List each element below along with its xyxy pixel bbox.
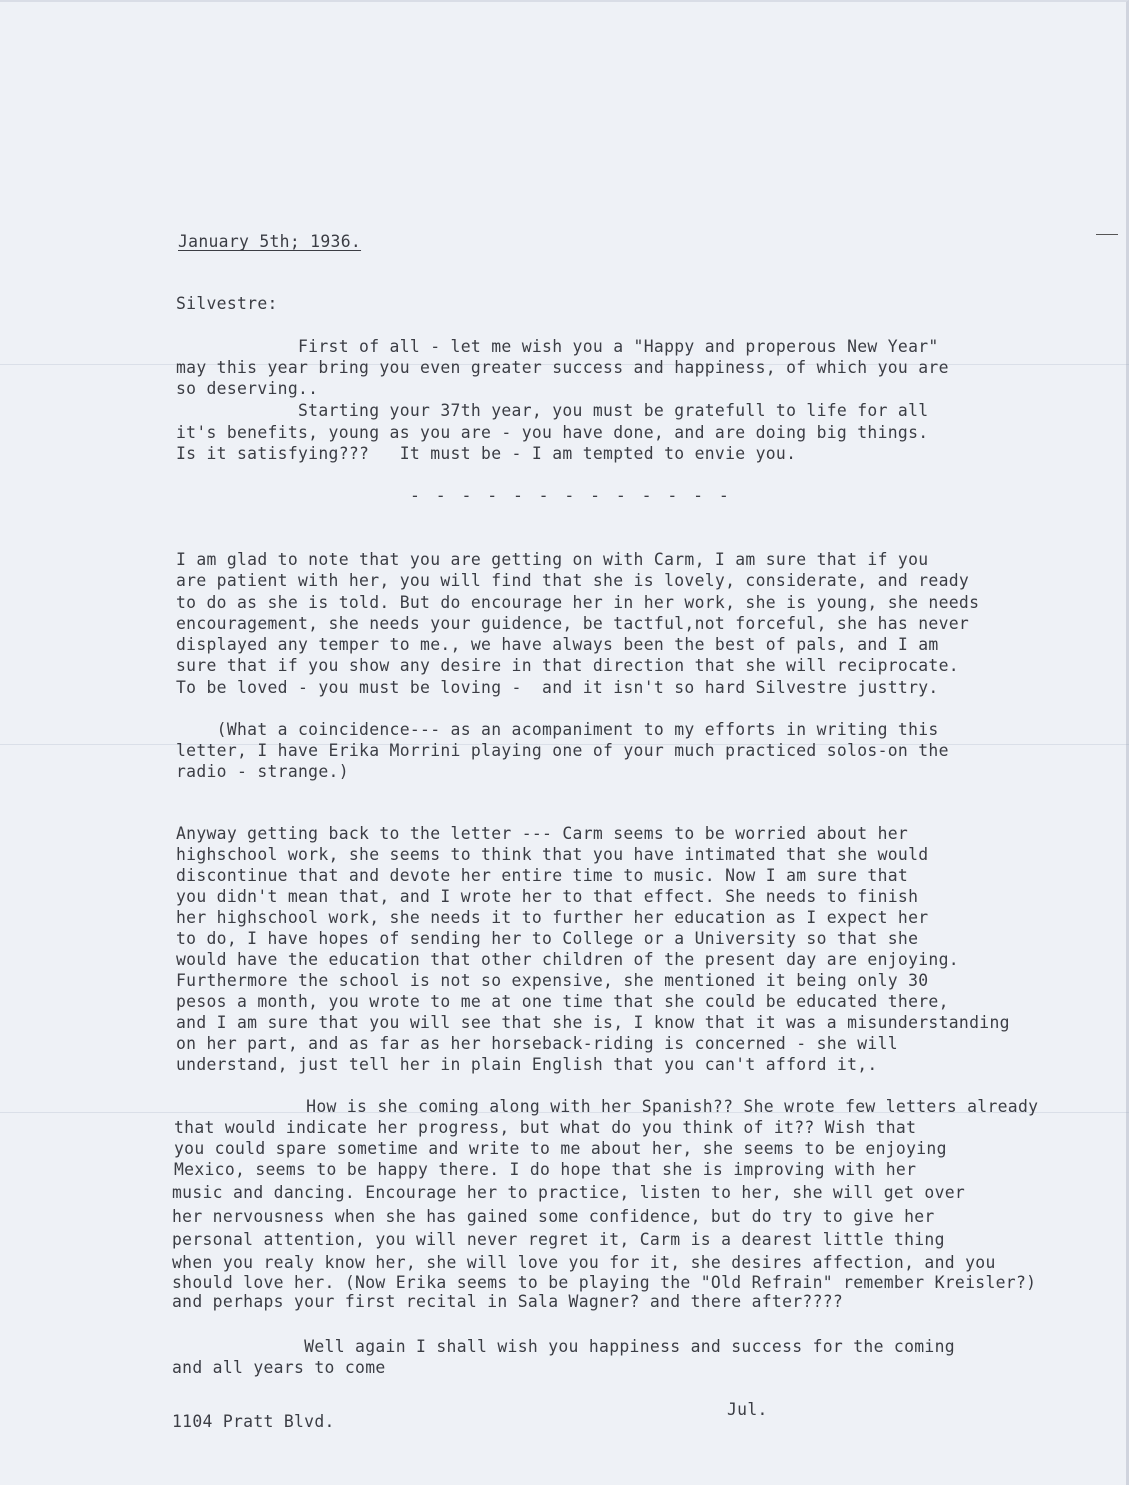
text-line: are patient with her, you will find that she is lovely, considerate, and ready <box>176 571 970 590</box>
text-line: so deserving.. <box>176 379 319 398</box>
text-line: and I am sure that you will see that she is, I know that it was a misunderstanding <box>176 1013 1010 1032</box>
text-line: Anyway getting back to the letter --- Carm seems to be worried about her <box>176 824 909 843</box>
text-line: I am glad to note that you are getting on with Carm, I am sure that if you <box>176 550 929 569</box>
text-line: on her part, and as far as her horseback-riding is concerned - she will <box>176 1034 898 1053</box>
text-line: Furthermore the school is not so expensive, she mentioned it being only 30 <box>176 971 929 990</box>
text-line: (What a coincidence--- as an acompaniment to my efforts in writing this <box>176 720 939 739</box>
letter-date: January 5th; 1936. <box>178 232 362 251</box>
text-line: her highschool work, she needs it to further her education as I expect her <box>176 908 929 927</box>
text-line: How is she coming along with her Spanish?? She wrote few letters already <box>174 1097 1039 1116</box>
text-line: and all years to come <box>172 1358 386 1377</box>
text-line: would have the education that other children of the present day are enjoying. <box>176 950 959 969</box>
text-line: when you realy know her, she will love you for it, she desires affection, and you <box>172 1253 996 1272</box>
section-divider: - - - - - - - - - - - - - <box>410 486 732 505</box>
text-line: encouragement, she needs your guidence, be tactful,not forceful, she has never <box>176 614 970 633</box>
text-line: sure that if you show any desire in that direction that she will reciprocate. <box>176 656 959 675</box>
text-line: radio - strange.) <box>176 762 349 781</box>
text-line: letter, I have Erika Morrini playing one of your much practiced solos-on the <box>176 741 949 760</box>
text-line: to do as she is told. But do encourage her in her work, she is young, she needs <box>176 593 980 612</box>
text-line: pesos a month, you wrote to me at one time that she could be educated there, <box>176 992 949 1011</box>
text-line: First of all - let me wish you a "Happy and properous New Year" <box>176 337 939 356</box>
text-line: you could spare sometime and write to me about her, she seems to be enjoying <box>174 1139 947 1158</box>
text-line: To be loved - you must be loving - and it isn't so hard Silvestre justtry. <box>176 678 939 697</box>
text-line: personal attention, you will never regret it, Carm is a dearest little thing <box>172 1230 945 1249</box>
text-line: Mexico, seems to be happy there. I do hope that she is improving with her <box>174 1160 917 1179</box>
text-line: and perhaps your first recital in Sala Wagner? and there after???? <box>172 1292 844 1311</box>
text-line: understand, just tell her in plain English that you can't afford it,. <box>176 1055 878 1074</box>
text-line: may this year bring you even greater success and happiness, of which you are <box>176 358 949 377</box>
text-line: that would indicate her progress, but what do you think of it?? Wish that <box>174 1118 917 1137</box>
text-line: discontinue that and devote her entire time to music. Now I am sure that <box>176 866 909 885</box>
salutation: Silvestre: <box>176 294 278 313</box>
text-line: should love her. (Now Erika seems to be playing the "Old Refrain" remember Kreisler?) <box>172 1273 1037 1292</box>
text-line: it's benefits, young as you are - you have done, and are doing big things. <box>176 423 929 442</box>
text-line: to do, I have hopes of sending her to College or a University so that she <box>176 929 919 948</box>
text-line: Starting your 37th year, you must be gratefull to life for all <box>176 401 929 420</box>
text-line: Well again I shall wish you happiness and success for the coming <box>172 1337 955 1356</box>
text-line: displayed any temper to me., we have always been the best of pals, and I am <box>176 635 939 654</box>
margin-mark <box>1096 234 1118 245</box>
text-line: you didn't mean that, and I wrote her to that effect. She needs to finish <box>176 887 919 906</box>
sender-address: 1104 Pratt Blvd. <box>172 1412 335 1431</box>
text-line: highschool work, she seems to think that you have intimated that she would <box>176 845 929 864</box>
text-line: music and dancing. Encourage her to practice, listen to her, she will get over <box>172 1183 966 1202</box>
text-line: her nervousness when she has gained some confidence, but do try to give her <box>172 1207 935 1226</box>
text-line: Is it satisfying??? It must be - I am tempted to envie you. <box>176 444 797 463</box>
signature: Jul. <box>727 1400 768 1419</box>
